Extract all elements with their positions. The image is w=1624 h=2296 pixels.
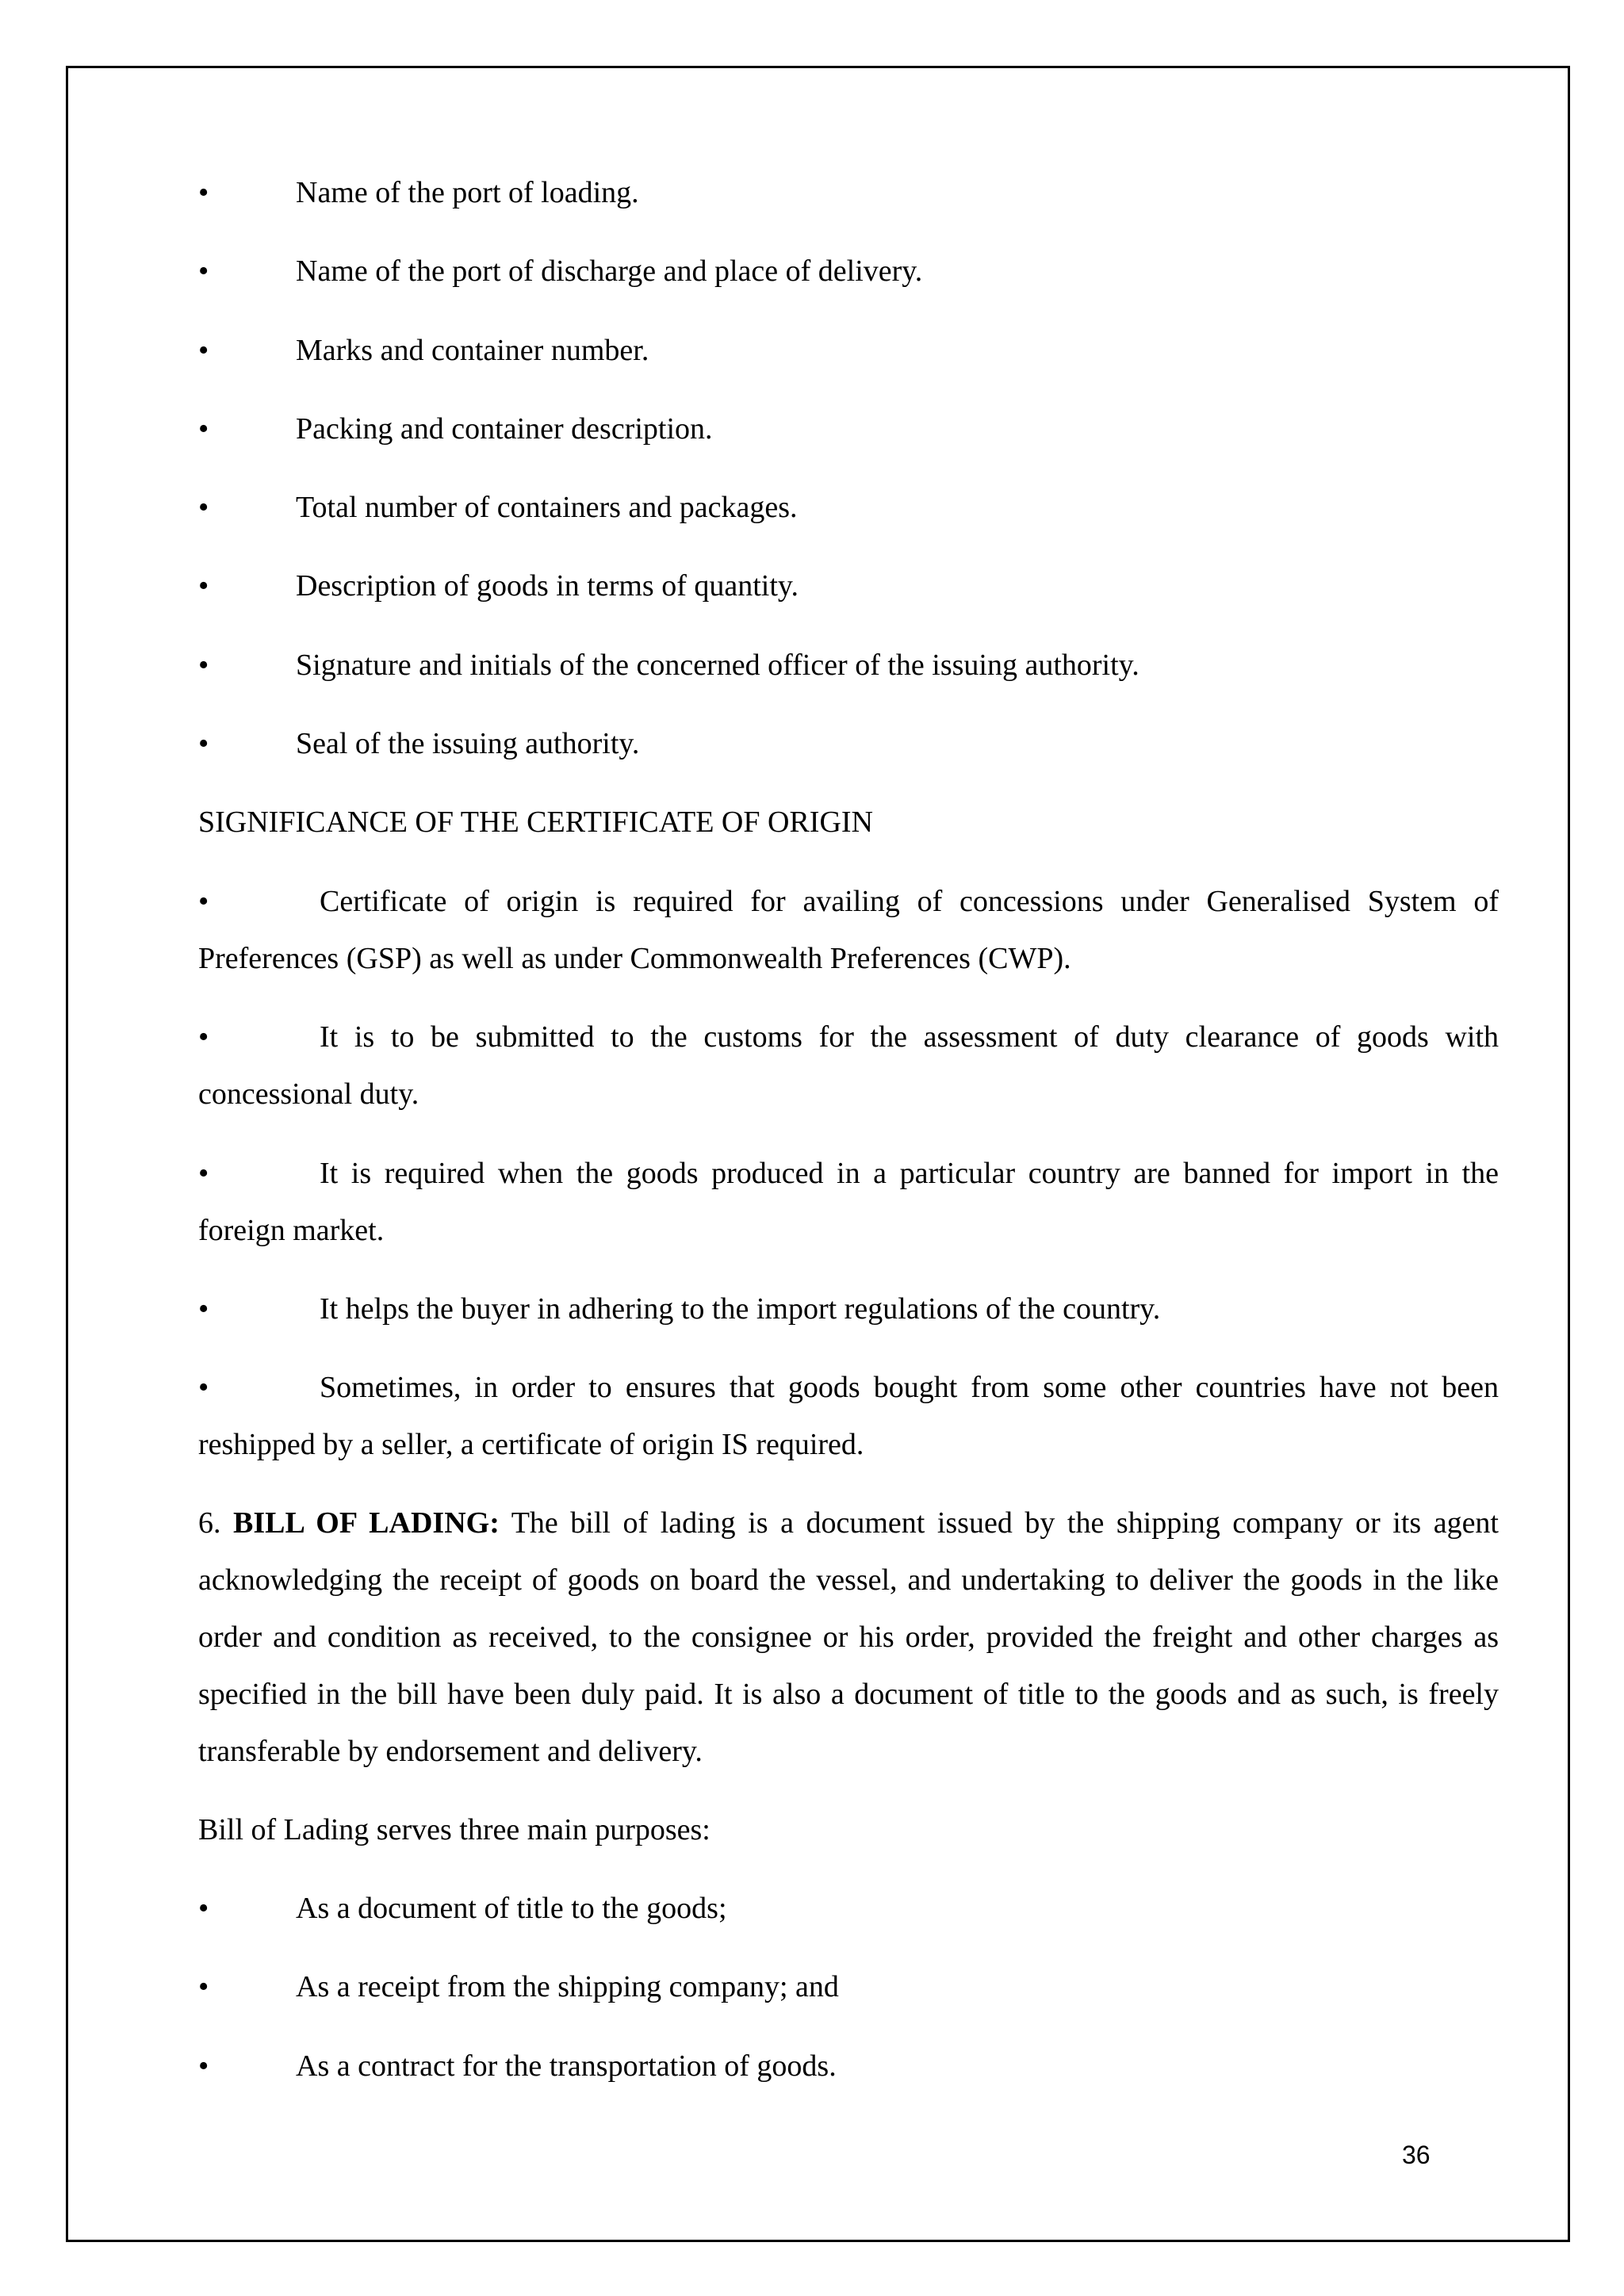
bill-of-lading-paragraph	[198, 1494, 1499, 1780]
list-item	[198, 1967, 1499, 2007]
bullet-icon: •	[198, 1020, 209, 1054]
significance-item	[198, 1280, 1499, 1337]
significance-item-text: Certificate of origin is required for availing of concessions under Generalised System of Preferences (GSP) as well as under Commonwealth Preferences (CWP).	[198, 885, 1499, 975]
list-item	[198, 331, 1499, 370]
list-item-text: Marks and container number.	[296, 334, 649, 367]
list-item-text: Signature and initials of the concerned officer of the issuing authority.	[296, 649, 1139, 682]
significance-item-text: It helps the buyer in adhering to the import regulations of the country.	[320, 1292, 1161, 1326]
bullet-icon: •	[198, 727, 209, 760]
list-item	[198, 724, 1499, 763]
bullet-icon: •	[198, 1371, 209, 1404]
section-title: BILL OF LADING:	[233, 1506, 500, 1540]
list-item	[198, 645, 1499, 685]
list-item-text: As a document of title to the goods;	[296, 1892, 727, 1925]
list-item	[198, 251, 1499, 291]
list-item	[198, 1888, 1499, 1928]
list-item-text: Name of the port of loading.	[296, 176, 639, 209]
bullet-icon: •	[198, 649, 209, 682]
significance-item	[198, 1359, 1499, 1473]
list-item-text: Name of the port of discharge and place of delivery.	[296, 254, 923, 288]
bullet-icon: •	[198, 1970, 209, 2003]
list-item-text: Seal of the issuing authority.	[296, 727, 640, 760]
bullet-icon: •	[198, 1157, 209, 1190]
list-item	[198, 2046, 1499, 2086]
bullet-icon: •	[198, 2049, 209, 2083]
list-item-text: As a receipt from the shipping company; and	[296, 1970, 839, 2003]
list-item	[198, 566, 1499, 606]
bullet-icon: •	[198, 176, 209, 209]
significance-item-text: Sometimes, in order to ensures that goods bought from some other countries have not been reshipped by a seller, a certificate of origin IS required.	[198, 1371, 1499, 1461]
bullet-icon: •	[198, 254, 209, 288]
significance-item	[198, 1145, 1499, 1259]
list-item	[198, 173, 1499, 212]
bullet-icon: •	[198, 412, 209, 446]
list-item	[198, 488, 1499, 527]
significance-item-text: It is required when the goods produced in a particular country are banned for import in the foreign market.	[198, 1157, 1499, 1247]
bullet-icon: •	[198, 1892, 209, 1925]
bullet-icon: •	[198, 885, 209, 918]
list-item-text: Total number of containers and packages.	[296, 491, 798, 524]
list-item-text: As a contract for the transportation of goods.	[296, 2049, 837, 2083]
bullet-icon: •	[198, 569, 209, 603]
significance-item	[198, 1008, 1499, 1123]
section-body: The bill of lading is a document issued by the shipping company or its agent acknowledging the receipt of goods on board the vessel, and undertaking to deliver the goods in the like order and condition as received, to the consignee or his order, provided the freight and other charges as specified in the bill have been duly paid. It is also a document of title to the goods and as such, is freely transferable by endorsement and delivery.	[198, 1506, 1499, 1768]
list-item-text: Packing and container description.	[296, 412, 713, 446]
significance-item-text: It is to be submitted to the customs for the assessment of duty clearance of goods with concessional duty.	[198, 1020, 1499, 1111]
page-number: 36	[1402, 2141, 1431, 2169]
section-number: 6.	[198, 1506, 221, 1540]
section-heading: SIGNIFICANCE OF THE CERTIFICATE OF ORIGIN	[198, 806, 873, 839]
significance-item	[198, 873, 1499, 987]
list-item	[198, 409, 1499, 449]
bullet-icon: •	[198, 334, 209, 367]
bullet-icon: •	[198, 1292, 209, 1326]
purposes-intro: Bill of Lading serves three main purposes:	[198, 1813, 710, 1846]
list-item-text: Description of goods in terms of quantity.	[296, 569, 799, 603]
bullet-icon: •	[198, 491, 209, 524]
